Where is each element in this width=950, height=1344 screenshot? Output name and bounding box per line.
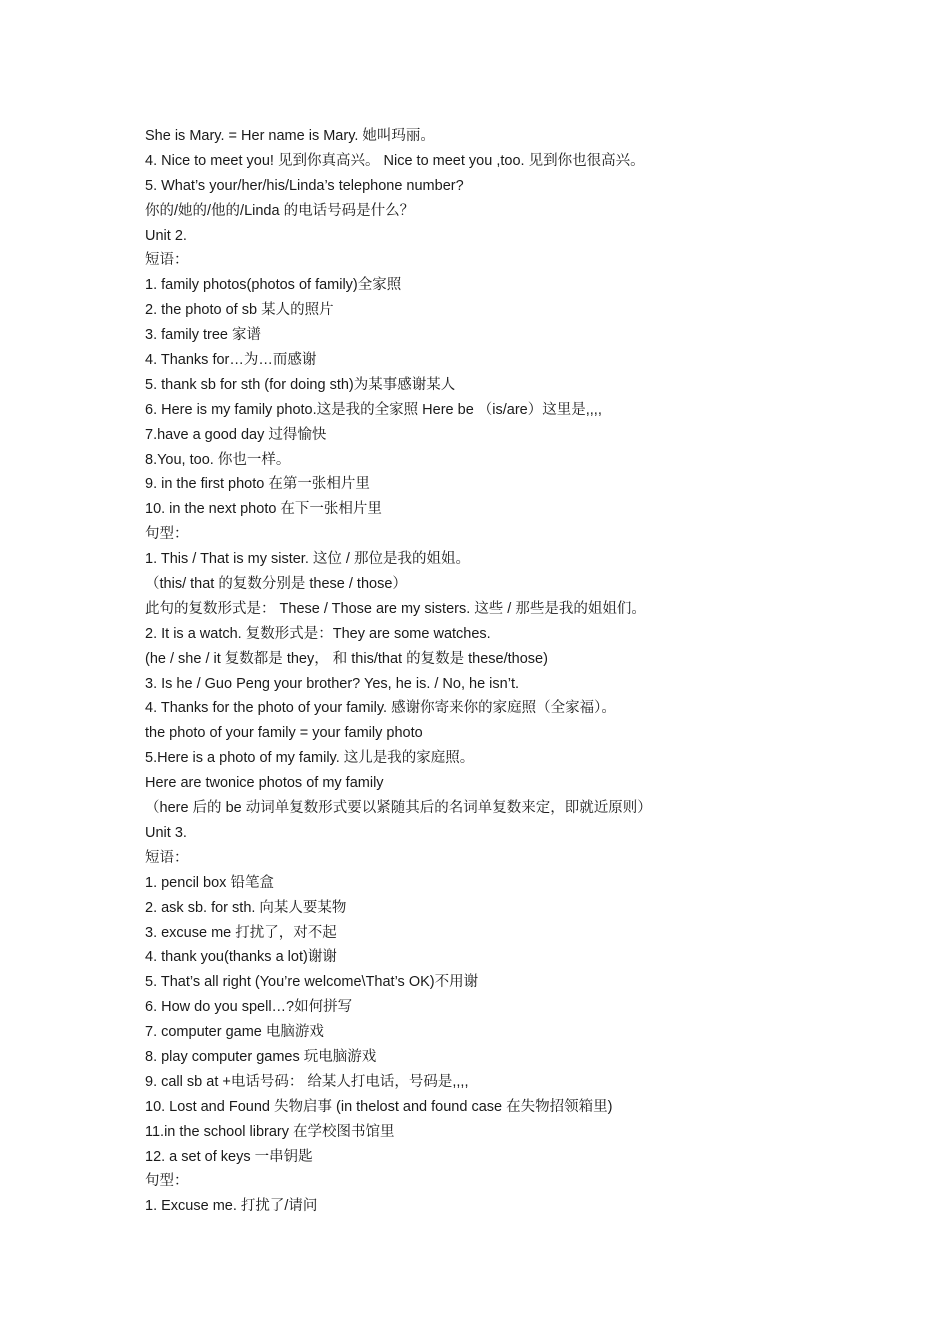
text-line: （here 后的 be 动词单复数形式要以紧随其后的名词单复数来定，即就近原则）: [145, 800, 652, 817]
text-line: 2. ask sb. for sth. 向某人要某物: [145, 899, 347, 916]
text-line: 7. computer game 电脑游戏: [145, 1024, 324, 1041]
document-body: [145, 124, 925, 1219]
text-line: 10. Lost and Found 失物启事 (in thelost and found case 在失物招领箱里): [145, 1098, 613, 1115]
text-line: the photo of your family = your family photo: [145, 725, 423, 742]
text-line: 1. family photos(photos of family)全家照: [145, 277, 402, 294]
text-line: （this/ that 的复数分别是 these / those）: [145, 576, 407, 593]
text-line: 3. family tree 家谱: [145, 327, 262, 344]
text-line: 9. in the first photo 在第一张相片里: [145, 476, 370, 493]
text-line: 1. This / That is my sister. 这位 / 那位是我的姐姐。: [145, 551, 470, 568]
text-line: 你的/她的/他的/Linda 的电话号码是什么？: [145, 202, 415, 219]
section-heading-unit-2: Unit 2.: [145, 227, 187, 244]
text-line: (he / she / it 复数都是 they， 和 this/that 的复数是 these/those): [145, 650, 548, 667]
text-line: 7.have a good day 过得愉快: [145, 426, 327, 443]
text-line: 8.You, too. 你也一样。: [145, 451, 291, 468]
text-line: 4. Nice to meet you! 见到你真高兴。 Nice to meet you ,too. 见到你也很高兴。: [145, 152, 645, 169]
text-line: 11.in the school library 在学校图书馆里: [145, 1123, 395, 1140]
text-line: 12. a set of keys 一串钥匙: [145, 1148, 313, 1165]
text-line: 5.Here is a photo of my family. 这儿是我的家庭照。: [145, 750, 475, 767]
text-line: 4. Thanks for…为…而感谢: [145, 352, 317, 369]
section-heading-unit-3: Unit 3.: [145, 824, 187, 841]
text-line: 2. the photo of sb 某人的照片: [145, 302, 334, 319]
text-line: 6. How do you spell…?如何拼写: [145, 999, 353, 1016]
text-line: 1. pencil box 铅笔盒: [145, 874, 274, 891]
text-line: 5. thank sb for sth (for doing sth)为某事感谢某人: [145, 376, 456, 393]
text-line: 4. thank you(thanks a lot)谢谢: [145, 949, 337, 966]
text-line: 3. excuse me 打扰了，对不起: [145, 924, 337, 941]
text-line: 5. That’s all right (You’re welcome\That’s OK)不用谢: [145, 974, 479, 991]
text-line: She is Mary. = Her name is Mary. 她叫玛丽。: [145, 128, 435, 144]
subheading-phrases: 短语：: [145, 252, 189, 269]
subheading-phrases: 短语：: [145, 849, 189, 866]
text-line: 9. call sb at +电话号码： 给某人打电话，号码是,,,,: [145, 1073, 469, 1090]
text-line: 此句的复数形式是： These / Those are my sisters. 这些 / 那些是我的姐姐们。: [145, 600, 646, 617]
subheading-sentences: 句型：: [145, 526, 189, 543]
text-line: 4. Thanks for the photo of your family. 感谢你寄来你的家庭照（全家福）。: [145, 700, 616, 717]
text-line: 2. It is a watch. 复数形式是：They are some watches.: [145, 625, 491, 642]
text-line: 1. Excuse me. 打扰了/请问: [145, 1198, 318, 1215]
text-line: 3. Is he / Guo Peng your brother? Yes, he is. / No, he isn’t.: [145, 675, 519, 692]
text-line: 10. in the next photo 在下一张相片里: [145, 501, 382, 518]
text-line: 8. play computer games 玩电脑游戏: [145, 1048, 377, 1065]
text-line: 6. Here is my family photo.这是我的全家照 Here be （is/are）这里是,,,,: [145, 401, 602, 418]
text-line: Here are twonice photos of my family: [145, 775, 384, 792]
subheading-sentences: 句型：: [145, 1173, 189, 1190]
text-line: 5. What’s your/her/his/Linda’s telephone number?: [145, 177, 464, 194]
